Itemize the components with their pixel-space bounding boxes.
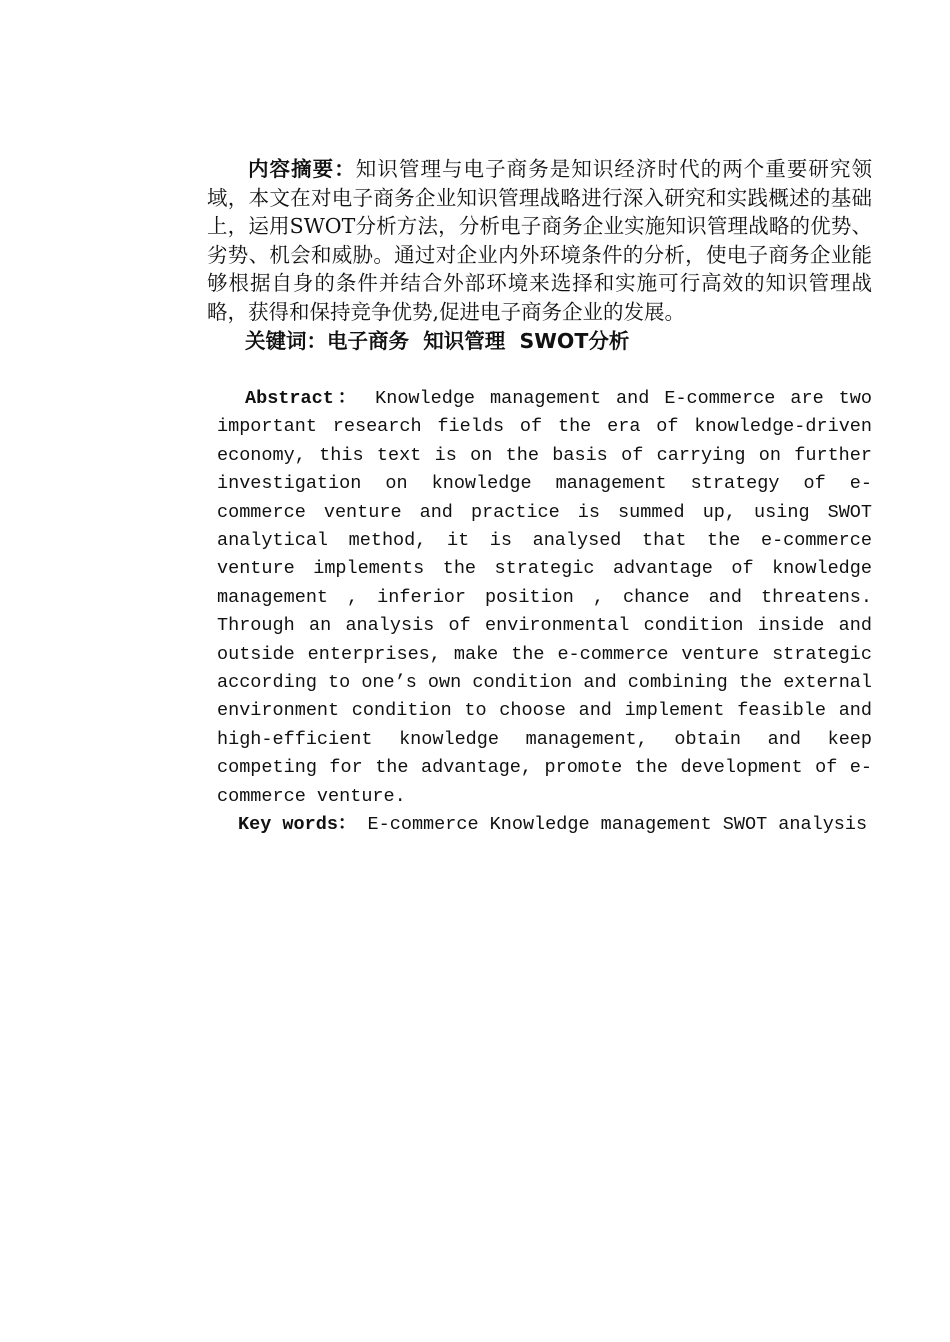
chinese-keywords: 关键词：电子商务 知识管理 SWOT分析 [245,329,630,353]
english-keywords [207,811,872,839]
english-abstract [217,385,872,811]
chinese-abstract-label: 内容摘要： [248,157,356,181]
english-abstract-text: Knowledge management and E-commerce are two important research fields of the era of knowledge-driven economy, this text is on the basis of carrying on further investigation on knowledge management strategy of e-commerce venture and practice is summed up, using SWOT analytical method, it is analysed that the e-commerce venture implements the strategic advantage of knowledge management , inferior position , chance and threatens. Through an analysis of environmental condition inside and outside enterprises, make the e-commerce venture strategic according to one’s own condition and combining the external environment condition to choose and implement feasible and high-efficient knowledge management, obtain and keep competing for the advantage, promote the development of e-commerce venture. [217,388,873,807]
english-abstract-label: Abstract： [245,388,361,409]
english-keywords-label: Key words： [238,814,357,835]
english-keywords-text: E-commerce Knowledge management SWOT analysis [367,814,868,835]
chinese-abstract [207,155,872,326]
chinese-abstract-text: 知识管理与电子商务是知识经济时代的两个重要研究领域，本文在对电子商务企业知识管理战略进行深入研究和实践概述的基础上，运用SWOT分析方法，分析电子商务企业实施知识管理战略的优势、劣势、机会和威胁。通过对企业内外环境条件的分析，使电子商务企业能够根据自身的条件并结合外部环境来选择和实施可行高效的知识管理战略，获得和保持竞争优势,促进电子商务企业的发展。 [207,157,873,324]
